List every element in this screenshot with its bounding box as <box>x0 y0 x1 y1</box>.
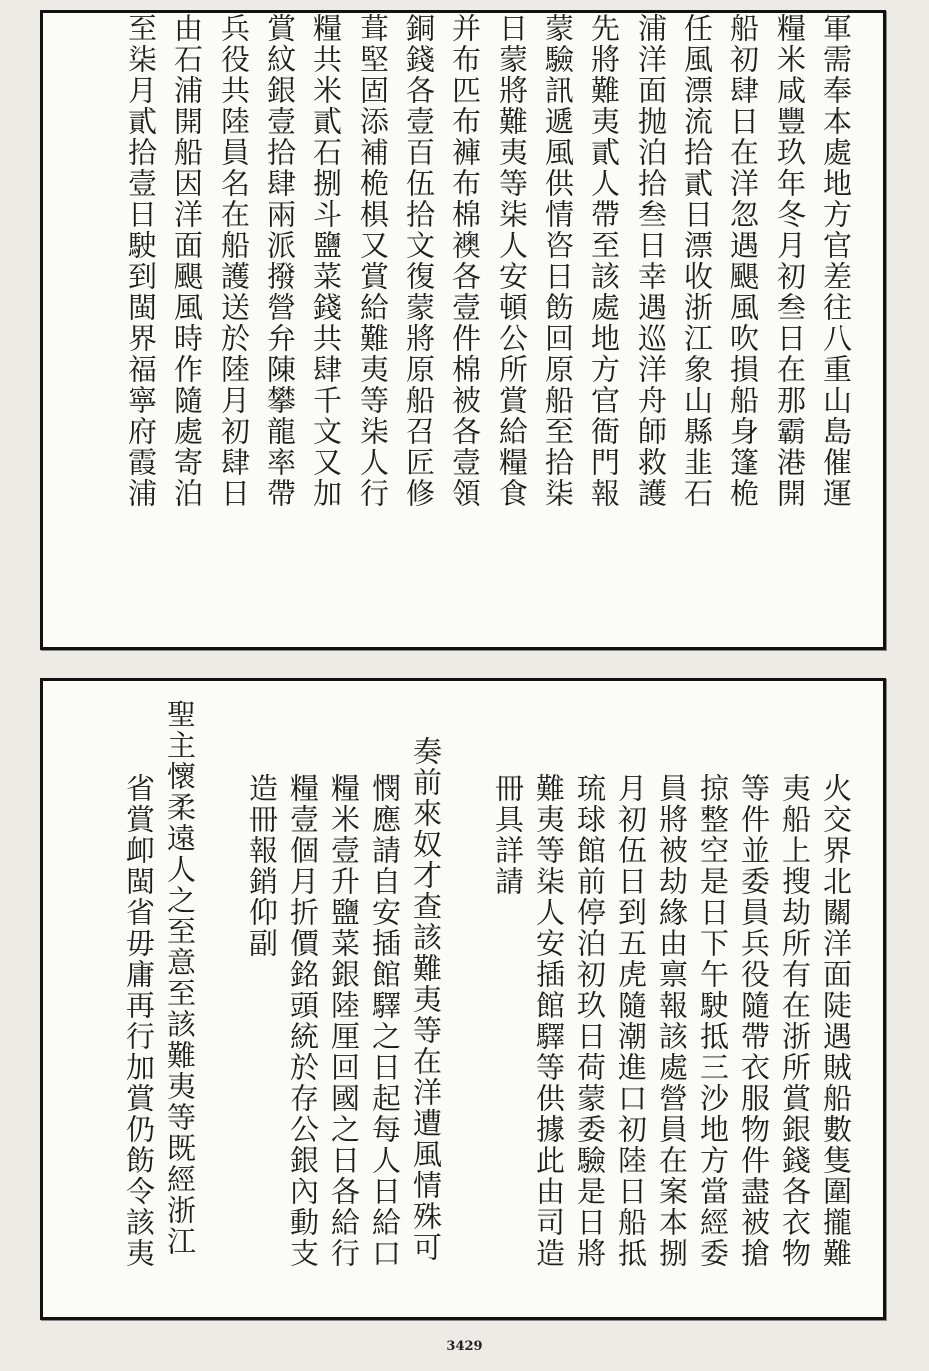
text-column: 等件並委員兵役隨帶衣服物件盡被搶 <box>737 773 771 1269</box>
text-column: 軍需奉本處地方官差往八重山島催運 <box>819 13 853 509</box>
text-column: 糧米壹升鹽菜銀陸厘回國之日各給行 <box>327 773 361 1269</box>
text-column: 船初肆日在洋忽遇颶風吹損船身篷桅 <box>726 13 760 509</box>
text-column: 浦洋面抛泊拾叁日幸遇巡洋舟師救護 <box>634 13 668 509</box>
text-column: 葺堅固添補桅椇又賞給難夷等柒人行 <box>356 13 390 509</box>
text-column: 并布匹布褲布棉襖各壹件棉被各壹領 <box>448 13 482 509</box>
text-column: 銅錢各壹百伍拾文復蒙將原船召匠修 <box>402 13 436 509</box>
text-column: 琉球館前停泊初玖日荷蒙委驗是日將 <box>573 773 607 1269</box>
text-column: 糧壹個月折價銘頭統於存公銀內動支 <box>286 773 320 1269</box>
text-column: 任風漂流拾貳日漂收浙江象山縣韭石 <box>680 13 714 509</box>
upper-document-panel <box>40 10 886 650</box>
text-column: 夷船上搜劫所有在浙所賞銀錢各衣物 <box>778 773 812 1269</box>
text-column: 難夷等柒人安插館驛等供據此由司造 <box>532 773 566 1269</box>
text-column: 奏前來奴才查該難夷等在洋遭風情殊可 <box>409 736 443 1263</box>
text-column: 賞紋銀壹拾肆兩派撥營弁陳攀龍率帶 <box>263 13 297 509</box>
text-column: 日蒙將難夷等柒人安頓公所賞給糧食 <box>495 13 529 509</box>
text-column: 員將被劫緣由禀報該處營員在案本捌 <box>655 773 689 1269</box>
text-column: 至柒月貳拾壹日駛到閩界福寧府霞浦 <box>124 13 158 509</box>
text-column: 蒙驗訊遞風供情咨日飭回原船至拾柒 <box>541 13 575 509</box>
text-column: 掠整空是日下午駛抵三沙地方當經委 <box>696 773 730 1269</box>
text-column: 月初伍日到五虎隨潮進口初陸日船抵 <box>614 773 648 1269</box>
lower-document-panel <box>40 678 886 1320</box>
text-column: 兵役共陸員名在船護送於陸月初肆日 <box>217 13 251 509</box>
text-column: 糧共米貳石捌斗鹽菜錢共肆千文又加 <box>309 13 343 509</box>
text-column: 省賞卹閩省毋庸再行加賞仍飭令該夷 <box>122 773 156 1269</box>
text-column: 冊具詳請 <box>491 773 525 897</box>
text-column: 糧米咸豐玖年冬月初叁日在那霸港開 <box>773 13 807 509</box>
text-column: 火交界北關洋面陡遇賊船數隻圍攏難 <box>819 773 853 1269</box>
text-column: 造冊報銷仰副 <box>245 773 279 959</box>
text-column: 憫應請自安插館驛之日起每人日給口 <box>368 773 402 1269</box>
page-number: 3429 <box>446 1339 483 1354</box>
text-column: 聖主懷柔遠人之至意至該難夷等既經浙江 <box>163 699 197 1257</box>
text-column: 由石浦開船因洋面颶風時作隨處寄泊 <box>170 13 204 509</box>
text-column: 先將難夷貳人帶至該處地方官衙門報 <box>587 13 621 509</box>
